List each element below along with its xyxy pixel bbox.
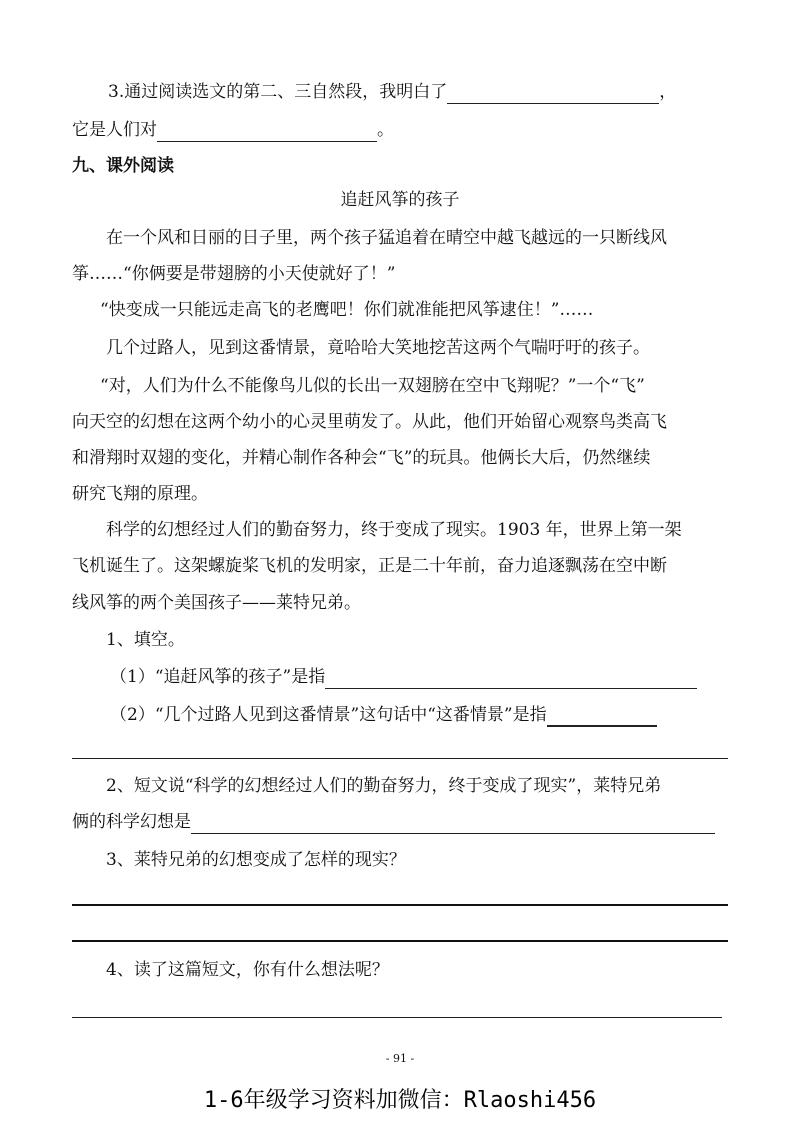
q1-sub1-blank[interactable]	[325, 670, 697, 689]
story-p4-line2: 向天空的幻想在这两个幼小的心灵里萌发了。从此，他们开始留心观察鸟类高飞	[72, 412, 667, 432]
story-p5-line1: 科学的幻想经过人们的勤奋努力，终于变成了现实。1903 年，世界上第一架	[106, 520, 682, 540]
q1-sub2-blank[interactable]	[547, 707, 657, 727]
q3-blank-2[interactable]	[157, 123, 377, 142]
q3-period: 。	[377, 120, 394, 140]
story-p4-line4: 研究飞翔的原理。	[72, 484, 208, 504]
story-p1-line2: 筝……“你俩要是带翅膀的小天使就好了！”	[72, 264, 396, 284]
story-p4-line1: “对，人们为什么不能像鸟儿似的长出一双翅膀在空中飞翔呢？”一个“飞”	[100, 376, 645, 396]
story-p2: “快变成一只能远走高飞的老鹰吧！你们就准能把风筝逮住！”……	[100, 300, 594, 320]
q4-question: 4、读了这篇短文，你有什么想法呢？	[106, 960, 389, 980]
q3-question: 3、莱特兄弟的幻想变成了怎样的现实？	[106, 850, 406, 870]
q3-text-1: 3.通过阅读选文的第二、三自然段，我明白了	[108, 82, 448, 102]
q3-comma: ，	[659, 82, 677, 102]
q1-answer-line[interactable]	[72, 758, 728, 759]
q3-blank-1[interactable]	[447, 85, 659, 104]
q1-label: 1、填空。	[106, 630, 185, 650]
q2-line2	[72, 810, 715, 834]
q1-sub2-line	[110, 703, 657, 727]
story-p5-line2: 飞机诞生了。这架螺旋桨飞机的发明家，正是二十年前，奋力追逐飘荡在空中断	[72, 556, 667, 576]
q1-sub1-text: （1）“追赶风筝的孩子”是指	[110, 667, 326, 687]
q2-text-2: 俩的科学幻想是	[72, 812, 191, 832]
q1-sub1-line	[110, 665, 697, 689]
footer-note: 1-6年级学习资料加微信：Rlaoshi456	[203, 1088, 597, 1113]
page-number: - 91 -	[385, 1052, 415, 1065]
q3-answer-line-1[interactable]	[72, 904, 728, 906]
story-p3: 几个过路人，见到这番情景，竟哈哈大笑地挖苦这两个气喘吁吁的孩子。	[106, 338, 650, 358]
q3-text-2: 它是人们对	[72, 120, 157, 140]
story-p1-line1: 在一个风和日丽的日子里，两个孩子猛追着在晴空中越飞越远的一只断线风	[106, 228, 667, 248]
q2-line1: 2、短文说“科学的幻想经过人们的勤奋努力，终于变成了现实”，莱特兄弟	[106, 776, 662, 796]
story-title: 追赶风筝的孩子	[340, 190, 460, 210]
q4-answer-line[interactable]	[72, 1017, 722, 1018]
q2-blank[interactable]	[191, 815, 715, 834]
q3-line-1	[108, 80, 676, 104]
q3-answer-line-2[interactable]	[72, 940, 728, 942]
section-heading: 九、课外阅读	[72, 156, 174, 176]
q3-line-2	[72, 118, 394, 142]
q1-sub2-text: （2）“几个过路人见到这番情景”这句话中“这番情景”是指	[110, 705, 547, 725]
story-p5-line3: 线风筝的两个美国孩子——莱特兄弟。	[72, 593, 361, 613]
story-p4-line3: 和滑翔时双翅的变化，并精心制作各种会“飞”的玩具。他俩长大后，仍然继续	[72, 448, 651, 468]
